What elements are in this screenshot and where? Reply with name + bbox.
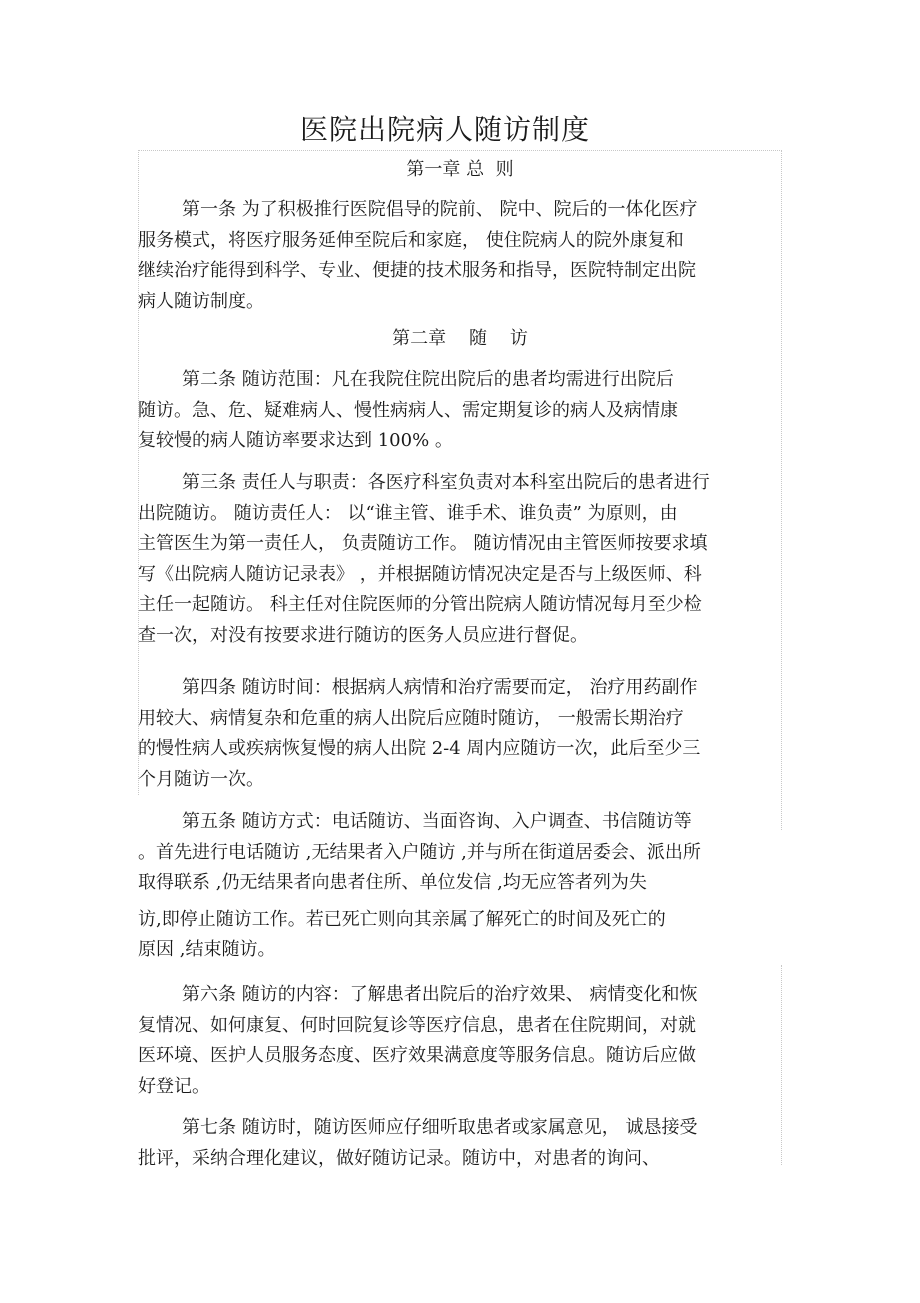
text-line: 取得联系 ,仍无结果者向患者住所、单位发信 ,均无应答者列为失: [138, 872, 647, 893]
text-line: 个月随访一次。: [138, 768, 264, 790]
text-line: 好登记。: [138, 1075, 210, 1097]
text-line: 第三条 责任人与职责：各医疗科室负责对本科室出院后的患者进行: [182, 472, 710, 493]
text-line: 继续治疗能得到科学、专业、便捷的技术服务和指导，医院特制定出院: [138, 260, 696, 281]
text-line: 复较慢的病人随访率要求达到 100% 。: [138, 430, 453, 451]
chapter-1-heading: 第一章 总 则: [406, 159, 514, 180]
article-4: [138, 673, 788, 795]
text-line: 写《出院病人随访记录表》 ，并根据随访情况决定是否与上级医师、科: [138, 563, 702, 585]
text-line: 查一次，对没有按要求进行随访的医务人员应进行督促。: [138, 624, 588, 646]
text-line: 第一条 为了积极推行医院倡导的院前、 院中、院后的一体化医疗: [182, 199, 698, 220]
text-line: 服务模式，将医疗服务延伸至院后和家庭， 使住院病人的院外康复和: [138, 229, 684, 251]
text-line: 的慢性病人或疾病恢复慢的病人出院 2-4 周内应随访一次，此后至少三: [138, 738, 701, 759]
text-line: 复情况、如何康复、何时回院复诊等医疗信息，患者在住院期间，对就: [138, 1014, 696, 1036]
text-line: 病人随访制度。: [138, 290, 264, 312]
article-7: [138, 1113, 788, 1174]
text-line: 第四条 随访时间：根据病人病情和治疗需要而定， 治疗用药副作: [182, 677, 698, 698]
frame-top-line: [138, 150, 782, 151]
text-line: 批评，采纳合理化建议，做好随访记录。随访中，对患者的询问、: [138, 1147, 660, 1169]
text-line: 第六条 随访的内容：了解患者出院后的治疗效果、 病情变化和恢: [182, 984, 698, 1005]
text-line: 用较大、病情复杂和危重的病人出院后应随时随访， 一般需长期治疗: [138, 707, 684, 729]
article-1: [138, 195, 788, 317]
text-line: 随访。急、危、疑难病人、慢性病病人、需定期复诊的病人及病情康: [138, 399, 678, 421]
article-5: [138, 807, 788, 966]
text-line: 医环境、医护人员服务态度、医疗效果满意度等服务信息。随访后应做: [138, 1045, 696, 1066]
text-line: 。首先进行电话随访 ,无结果者入户随访 ,并与所在街道居委会、派出所: [138, 841, 701, 863]
text-line: 访,即停止随访工作。若已死亡则向其亲属了解死亡的时间及死亡的: [138, 908, 666, 930]
article-6: [138, 980, 788, 1102]
text-line: 主任一起随访。 科主任对住院医师的分管出院病人随访情况每月至少检: [138, 594, 702, 615]
text-line: 第五条 随访方式：电话随访、当面咨询、入户调查、书信随访等: [182, 811, 692, 832]
text-line: 原因 ,结束随访。: [138, 939, 276, 960]
document-title: 医院出院病人随访制度: [299, 113, 590, 146]
text-line: 第二条 随访范围：凡在我院住院出院后的患者均需进行出院后: [182, 369, 674, 390]
text-line: 第七条 随访时，随访医师应仔细听取患者或家属意见， 诚恳接受: [182, 1117, 698, 1138]
article-2: [138, 365, 788, 457]
text-line: 出院随访。 随访责任人： 以“谁主管、谁手术、谁负责” 为原则，由: [138, 502, 678, 524]
chapter-2-heading: 第二章 随 访: [392, 328, 528, 349]
text-line: 主管医生为第一责任人， 负责随访工作。 随访情况由主管医师按要求填: [138, 533, 708, 554]
article-3: [138, 468, 788, 651]
